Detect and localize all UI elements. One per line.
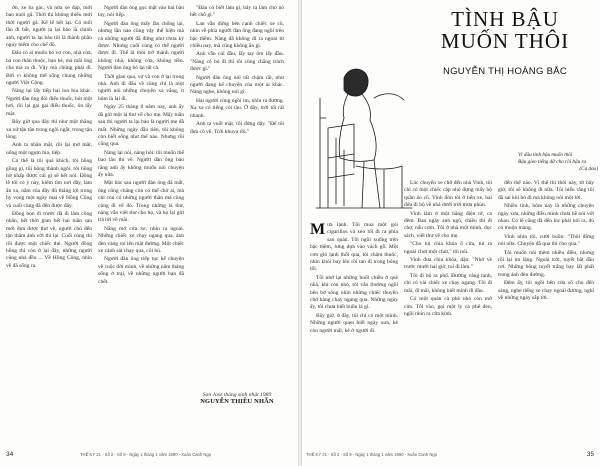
- paragraph: [498, 280, 594, 302]
- paragraph: [404, 180, 492, 210]
- paragraph: [404, 211, 492, 241]
- paragraph-text: Người đàn ông mấy lần chống lại, nhưng lần nào cũng vậy thể hiện mà cả những người đã đứng như chưa ký được. Nhưng cuối cùng có thể người được đi. Thế là thôi trở thành người không nhà, không cửa, không tiền. Người đàn ông bỏ lại tất cả.: [98, 20, 184, 72]
- paragraph: [6, 5, 92, 49]
- paragraph: [6, 142, 92, 157]
- signature-place-date: San Jose tháng sinh nhật 1989: [202, 392, 272, 398]
- paragraph-text: Người đàn ông nói rất chậm rãi, như người đang kể chuyện của một ai khác. Nàng nghe, không nói gì.: [190, 74, 284, 96]
- paragraph-text: Bây giờ qua đây thì như một thằng xa xứ tận tận trong ngôi ngắt, trong tận lòng.: [6, 119, 92, 140]
- paragraph: [190, 98, 284, 120]
- paragraph: [6, 158, 92, 210]
- paragraph-text: Anh ta nhăn mặt, rồi lại mở mắt, uống một ngụm bia, tiếp.: [6, 142, 92, 156]
- story-title: [412, 8, 598, 52]
- epigraph: [518, 152, 598, 173]
- paragraph-text: Tôi muốn nói thêm nhiều điều, nhưng rồi lại im lặng. Ngoài trời, tuyết bắt đầu rơi. Những bông tuyết trắng bay lất phất trong ánh đèn đường.: [498, 249, 594, 278]
- paragraph-text: Bây giờ, ở đây, tôi chỉ có một mình. Những người quen biết ngày xưa, kẻ còn người mất, kẻ ở người đi.: [310, 312, 398, 334]
- paragraph-text: Tôi đi bộ ra phố. Đường vắng tanh, chỉ có vài chiếc xe chạy ngang. Tôi đi mãi, đi mãi, không biết mình đi đâu.: [404, 272, 492, 294]
- paragraph-text: Vinh đưa chìa khóa, dặn: "Nhớ về trước mười hai giờ, tui đi làm.": [404, 257, 492, 271]
- epigraph-line-2: Bậu gieo tiếng dữ cho rồi bậu ra: [518, 159, 587, 165]
- paragraph: [190, 5, 284, 20]
- paragraph: [98, 226, 184, 256]
- paragraph-text: Đêm ấy, tôi ngồi bên cửa sổ cho đến sáng, nghe tiếng xe chạy ngoài đường, nghĩ về những ngày sắp tới.: [498, 280, 594, 302]
- paragraph: [6, 50, 92, 87]
- paragraph-text: Vinh làm ở một hãng điện tử, ca đêm. Ban ngày anh ngủ, chiều thì đi chợ, nấu cơm. Tôi ở nhà một mình, đọc sách, viết thư về cho mẹ.: [404, 210, 492, 239]
- paragraph-text: Người đàn ông tiếp tục kể chuyện về cuộc đời mình, về những năm tháng sống ở trại, về những người bạn đã chết.: [98, 256, 184, 285]
- paragraph-text: Anh vẫn cúi đầu, lấy tay ôm lấy đầu. "Nàng có bỏ đi thì tôi cũng chẳng trách được gì.": [190, 51, 284, 73]
- page-number-right: 35: [586, 451, 594, 458]
- paragraph: [498, 234, 594, 249]
- paragraph-text: Nàng lại lấy tiếp hai lon bia khác. Người đàn ông đòi điếu thuốc, hút một hơi, rồi lại gại gại điếu thuốc, ôn lấy mặt.: [6, 88, 92, 117]
- epigraph-source: (Ca dao): [579, 166, 598, 172]
- story-author: NGUYỄN THỊ HOÀNG BẮC: [442, 66, 568, 77]
- footer-left: THẾ KỶ 21 - Số 2 - Số 9 - Ngày 1 tháng 1 năm 1990 - Xuân Canh Ngọ: [80, 452, 212, 457]
- paragraph-text: Hai người cùng ngồi im, nhìn ra đường. Xa xa có tiếng còi tàu. Ở đây, trời tối rất nhanh.: [190, 97, 284, 119]
- left-column-1: [6, 5, 92, 415]
- paragraph-text: Ngày 25 tháng 8 năm nay, anh ấy đã gửi một lá thư về cho mẹ. Mấy tuần sau thì người ta lại báo là người mẹ đã mất. Những ngày đầu tiên, tôi không còn biết sống như thế nào. Nhưng rồi cũng qua.: [98, 104, 184, 148]
- paragraph-text: Vinh nhìn tôi, cười buồn: "Thôi đừng nói nữa. Chuyện đã qua thì cho qua.": [498, 233, 594, 248]
- paragraph-text: Năng mở cửa xe, nhìn ra ngoài. Những chiếc xe chạy ngang qua, ánh đèn vàng rọi lên mặt đường. Một chiếc xe cảnh sát chạy qua, còi hú.: [98, 225, 184, 254]
- paragraph-text: Có một quán cà phê nhỏ còn mở cửa. Tôi vào, gọi một ly cà phê đen, ngồi nhìn ra cửa kính.: [404, 296, 492, 317]
- paragraph: [190, 75, 284, 97]
- paragraph: [6, 211, 92, 270]
- paragraph: [404, 273, 492, 295]
- drop-cap: M: [310, 222, 326, 238]
- paragraph-text: Lúc chuyến xe chở đến nhà Vinh, tôi chỉ có một chiếc cặp nhỏ đựng mấy bộ quần áo cũ. Vinh đón tôi ở bến xe, hai đứa đi bộ về nhà dưới trời mưa phùn.: [404, 180, 492, 209]
- paragraph: [190, 121, 284, 136]
- sketch-illustration: [314, 58, 414, 213]
- right-page: [302, 0, 600, 466]
- paragraph: [98, 180, 184, 224]
- paragraph: [98, 104, 184, 148]
- right-column-2: [404, 180, 492, 427]
- paragraph-text: Lan vẫn đứng bên cạnh chiếc xe cũ, nhìn về phía người đàn ông đang ngồi trên bậc thềm. Nàng đã không đi ra ngoài từ chiều nay, mà cũng không ăn gì.: [190, 20, 284, 50]
- paragraph-text: "Đâu có biết làm gì, bây ra làm cho nó hết chỗ gì.": [190, 5, 284, 19]
- paragraph: [498, 250, 594, 280]
- paragraph: [498, 180, 594, 202]
- paragraph: [98, 150, 184, 180]
- signature-author: NGUYỄN THIỀU NHẪN: [200, 398, 274, 405]
- paragraph: [98, 21, 184, 73]
- paragraph-text: đến thế nào. Vì thế thì thôi này, từ bây giờ, tôi sẽ không đi nữa. Tôi hiểu rằng tôi đã sai khi bỏ đi mà không nói một lời.: [498, 180, 594, 201]
- paragraph: [6, 88, 92, 118]
- epigraph-line-1: Vì đâu tình bậu muốn thôi: [518, 152, 573, 158]
- paragraph-text: Nhiều tình, hôm nay là những chuyện ngày xưa, những điều mình chưa hề nói với nhau. Có lẽ cũng đã đến lúc phải nói ra, dù có muộn màng.: [498, 203, 594, 232]
- paragraph: [190, 51, 284, 73]
- paragraph: [6, 119, 92, 141]
- footer-right: THẾ KỶ 21 - Số 2 - Số 9 - Ngày 1 tháng 1 năm 1990 - Xuân Canh Ngọ: [306, 452, 438, 457]
- title-line-1: TÌNH BẬU: [451, 7, 559, 31]
- paragraph-text: Đồng bọn đi trước đã đi làm công nhân, hết thời gian hết hai tuần sau mới đưa được thư về, người chủ đến tận thăm ánh vời thì lại. Cuối cùng thì rồi được một chiếc thẻ. Người đồng hồng thì còn ở lại đây, những người cùng nhà đều ... Về Hồng Công, nhìn về đã sống ra.: [6, 210, 92, 269]
- paragraph-text: Nàng lại nói, nàng hỏi: tôi muốn thế bao lâu thì về. Người đàn ông bảo rằng anh ấy không muốn nói chuyện ấy nữa.: [98, 149, 184, 178]
- paragraph-text: Thời gian qua, vợ và con ở lại trong nhà. Anh đi đâu về cũng chỉ là một người nói những chuyện xa vắng, ít hôm là lại đi.: [98, 73, 184, 102]
- paragraph-text: Mặt bác sau người đàn ông đã mất, ông cũng chẳng còn có thể chờ ai, mà chỉ còn có những người thân mà cũng cùng đi về đó. Trong những lá thư, nàng vẫn viết thư cho họ, và họ lại gửi trả lời về mãi.: [98, 180, 184, 224]
- paragraph: [404, 241, 492, 256]
- right-column-3: [498, 180, 594, 427]
- story-signature: [190, 392, 284, 405]
- paragraph-text: Người đàn ông gục mặt vào hai bàn tay, nói tiếp.: [98, 5, 184, 19]
- right-column-1: [310, 222, 398, 427]
- paragraph-text: "Cho tui chìa khóa ổ cửa, tui ra ngoài chơi một chút," tôi nói.: [404, 241, 492, 255]
- paragraph: [404, 296, 492, 318]
- paragraph: [98, 5, 184, 20]
- title-line-2: MUỐN THÔI: [440, 29, 570, 53]
- page-number-left: 34: [6, 451, 14, 458]
- paragraph-text: Có thể là tôi quá khích, tôi hồng gồng gì, tôi hồng thành ngôi, tôi hồng hờ nhấp được cái gì sẽ hết nói. Đồng lẽ tôi có ý này, kiểm tìm nơi đây, làm ăn xa, nắm của đây đủ thắng lợi trong hy vọng một ngày mai về Hồng Công và cuối cùng đã đến được đây.: [6, 158, 92, 209]
- paragraph: [310, 313, 398, 335]
- paragraph-text: ớn, xe ba gác, và nửa xe đạp, mới bao nuôi gã. Thời thì không thiếu mới thời người gã. Kể lể hết lại. Có mổi lần đi bắt, người ta lại bảo là chính anh, người ta lại bảo tôi là thành phần nguy hiểm cho chế độ.: [6, 5, 92, 49]
- left-column-2: [98, 5, 184, 415]
- paragraph: [310, 222, 398, 274]
- paragraph-text: Anh ta vuốt mặt, rồi đứng dậy. "Để tôi đưa cô về. Trời khuya rồi.": [190, 121, 284, 135]
- left-column-3: [190, 5, 284, 305]
- paragraph-text: Đâu có ai muốn bỏ vợ con, nhà cửa, bà con thân thuộc, bạn bè, mà mãi ông cha mà ra đi. Vậy mà chúng phải đi. Bởi vì không thể sống chung những người Việt Cộng.: [6, 50, 92, 87]
- left-page: [0, 0, 298, 466]
- paragraph: [498, 203, 594, 233]
- paragraph: [98, 256, 184, 286]
- paragraph: [404, 257, 492, 272]
- paragraph: [98, 74, 184, 104]
- paragraph-text: ưa lạnh. Tôi mua một gói cigarillos và xéo lối đi ra phía sau quán. Tôi ngồi xuống trên bậc thềm, lưng dựa vào vách gỗ. Một cơn gió lạnh thổi qua, tôi châm thuốc, nhìn khói bay lên rồi tan đi trong bóng tối.: [310, 222, 398, 273]
- paragraph-text: Tôi nhớ lại những buổi chiều ở quê nhà, khi còn nhỏ, tôi vẫn thường ngồi bên bờ sông nhìn những chiếc thuyền chở hàng chạy ngang qua. Những ngày ấy, tôi chưa biết buồn là gì.: [310, 274, 398, 311]
- paragraph: [190, 21, 284, 51]
- paragraph: [310, 275, 398, 312]
